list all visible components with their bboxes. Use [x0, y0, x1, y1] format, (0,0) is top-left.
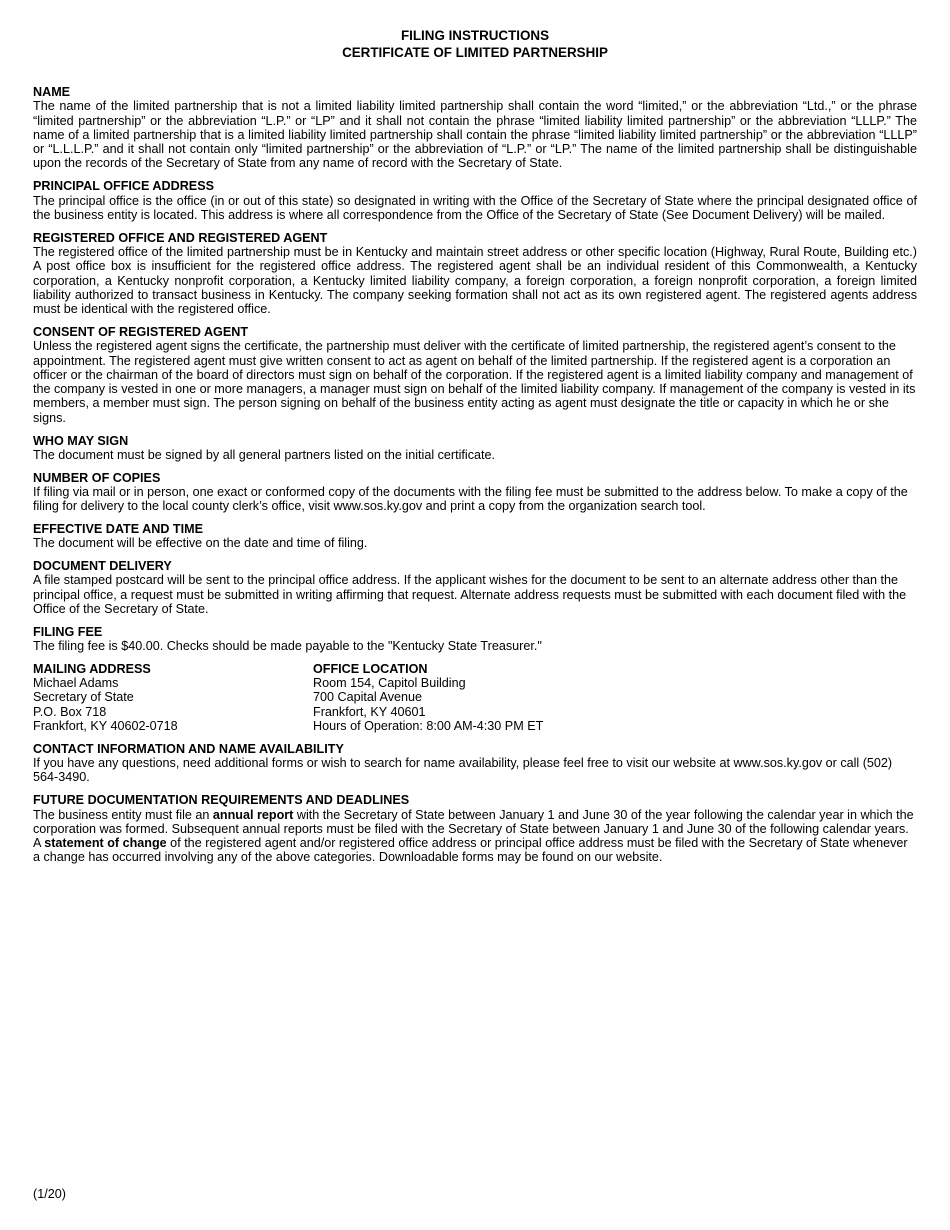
office-location-heading: OFFICE LOCATION	[313, 661, 428, 676]
section-heading: PRINCIPAL OFFICE ADDRESS	[33, 179, 214, 194]
section-heading: EFFECTIVE DATE AND TIME	[33, 522, 204, 537]
office-location-line: Frankfort, KY 40601	[313, 704, 426, 719]
section-heading: REGISTERED OFFICE AND REGISTERED AGENT	[33, 230, 328, 245]
document-title	[33, 28, 917, 61]
section-heading: CONTACT INFORMATION AND NAME AVAILABILITY	[33, 741, 344, 756]
section-body: A file stamped postcard will be sent to the principal office address. If the applicant wishes for the document to be sent to an alternate address other than the principal office, a request must be submitted in writing affirming that request. Alternate address requests must be submitted with each document filed with the Office of the Secretary of State.	[33, 573, 907, 616]
title-line-1: FILING INSTRUCTIONS	[400, 28, 550, 43]
section-heading: CONSENT OF REGISTERED AGENT	[33, 324, 249, 339]
section-body: If filing via mail or in person, one exact or conformed copy of the documents with the filing fee must be submitted to the address below. To make a copy of the filing for delivery to the local county clerk’s office, visit www.sos.ky.gov and print a copy from the organization search tool.	[33, 484, 908, 514]
mailing-address-line: Secretary of State	[33, 690, 134, 705]
section-effective-date	[33, 522, 917, 551]
section-who-may-sign	[33, 434, 917, 463]
office-location	[313, 662, 713, 733]
future-p2-text-a: A	[33, 836, 45, 851]
section-heading: WHO MAY SIGN	[33, 433, 129, 448]
form-revision-code: (1/20)	[33, 1187, 66, 1201]
future-p2-text-b: of the registered agent and/or registered office address or principal office address must be filed with the Secretary of State whenever a change has occurred involving any of the above categories. Downloadable forms may be found on our website.	[33, 836, 908, 865]
section-filing-fee	[33, 625, 917, 654]
statement-of-change-term: statement of change	[44, 836, 167, 851]
future-p1-text-b: with the Secretary of State between January 1 and June 30 of the year following the calendar year in which the corporation was formed. Subsequent annual reports must be filed with the Secretary of State between January 1 and June 30 of the following calendar years.	[33, 807, 914, 836]
section-heading: FILING FEE	[33, 624, 103, 639]
document-page	[33, 28, 917, 873]
section-contact	[33, 742, 917, 785]
title-line-2: CERTIFICATE OF LIMITED PARTNERSHIP	[342, 44, 608, 60]
section-heading: FUTURE DOCUMENTATION REQUIREMENTS AND DEADLINES	[33, 793, 410, 808]
mailing-address-line: Michael Adams	[33, 676, 119, 691]
section-principal-office	[33, 179, 917, 222]
section-heading: NAME	[33, 85, 71, 99]
mailing-address-line: Frankfort, KY 40602-0718	[33, 719, 178, 734]
section-body: If you have any questions, need additional forms or wish to search for name availability, please feel free to visit our website at www.sos.ky.gov or call (502) 564-3490.	[33, 756, 893, 785]
section-body: The name of the limited partnership that is not a limited liability limited partnership shall contain the word “limited,” or the abbreviation “Ltd.,” or the phrase “limited partnership” or the abbreviation “L.P.” or “LP” and it shall not contain the phrase “limited liability limited partnership” or the abbreviation “LLLP.” The name of a limited partnership that is a limited liability limited partnership shall contain the phrase “limited liability limited partnership” or the abbreviation “LLLP” or “L.L.L.P.” and it shall not contain only “limited partnership” or the abbreviation of “L.P.” or “LP.” The name of the limited partnership shall be distinguishable upon the records of the Secretary of State from any name of record with the Secretary of State.	[33, 99, 917, 171]
mailing-address-heading: MAILING ADDRESS	[33, 661, 151, 676]
section-body: The filing fee is $40.00. Checks should be made payable to the "Kentucky State Treasurer."	[33, 639, 542, 654]
section-name	[33, 85, 917, 171]
annual-report-term: annual report	[212, 807, 294, 822]
future-paragraph-2	[33, 836, 917, 865]
section-heading: NUMBER OF COPIES	[33, 470, 161, 485]
section-copies	[33, 471, 917, 514]
future-paragraph-1	[33, 808, 917, 837]
mailing-address	[33, 662, 313, 733]
office-location-line: Hours of Operation: 8:00 AM-4:30 PM ET	[313, 719, 544, 734]
mailing-address-line: P.O. Box 718	[33, 704, 107, 719]
office-location-line: Room 154, Capitol Building	[313, 676, 466, 691]
section-body: The document must be signed by all general partners listed on the initial certificate.	[33, 447, 496, 462]
section-body: The principal office is the office (in or out of this state) so designated in writing with the Office of the Secretary of State where the principal designated office of the business entity is located. This address is where all correspondence from the Office of the Secretary of State (See Document Delivery) will be mailed.	[33, 193, 917, 222]
section-registered-office	[33, 231, 917, 317]
section-body: The document will be effective on the date and time of filing.	[33, 536, 368, 551]
section-consent	[33, 325, 917, 425]
section-future-requirements	[33, 793, 917, 864]
section-document-delivery	[33, 559, 917, 616]
section-body: The registered office of the limited partnership must be in Kentucky and maintain street address or other specific location (Highway, Rural Route, Building etc.) A post office box is insufficient for the registered office address. The registered agent shall be an individual resident of this Commonwealth, a Kentucky corporation, a Kentucky nonprofit corporation, a Kentucky limited liability company, a foreign corporation, a foreign nonprofit corporation, a foreign limited liability authorized to transact business in Kentucky. The company seeking formation shall not act as its own registered agent. The registered agents address must be identical with the registered office.	[33, 244, 917, 317]
future-p1-text-a: The business entity must file an	[33, 807, 213, 822]
office-location-line: 700 Capital Avenue	[313, 690, 423, 705]
section-body: Unless the registered agent signs the certificate, the partnership must deliver with the certificate of limited partnership, the registered agent’s consent to the appointment. The registered agent must give written consent to act as agent on behalf of the limited partnership. If the registered agent is a corporation an officer or the chairman of the board of directors must sign on behalf of the corporation. If the registered agent is a limited liability company and management of the company is vested in one or more managers, a manager must sign on behalf of the limited liability company. If management of the company is vested in its members, a member must sign. The person signing on behalf of the business entity acting as agent must designate the title or capacity in which he or she signs.	[33, 339, 916, 425]
address-columns	[33, 662, 917, 733]
section-heading: DOCUMENT DELIVERY	[33, 559, 172, 574]
